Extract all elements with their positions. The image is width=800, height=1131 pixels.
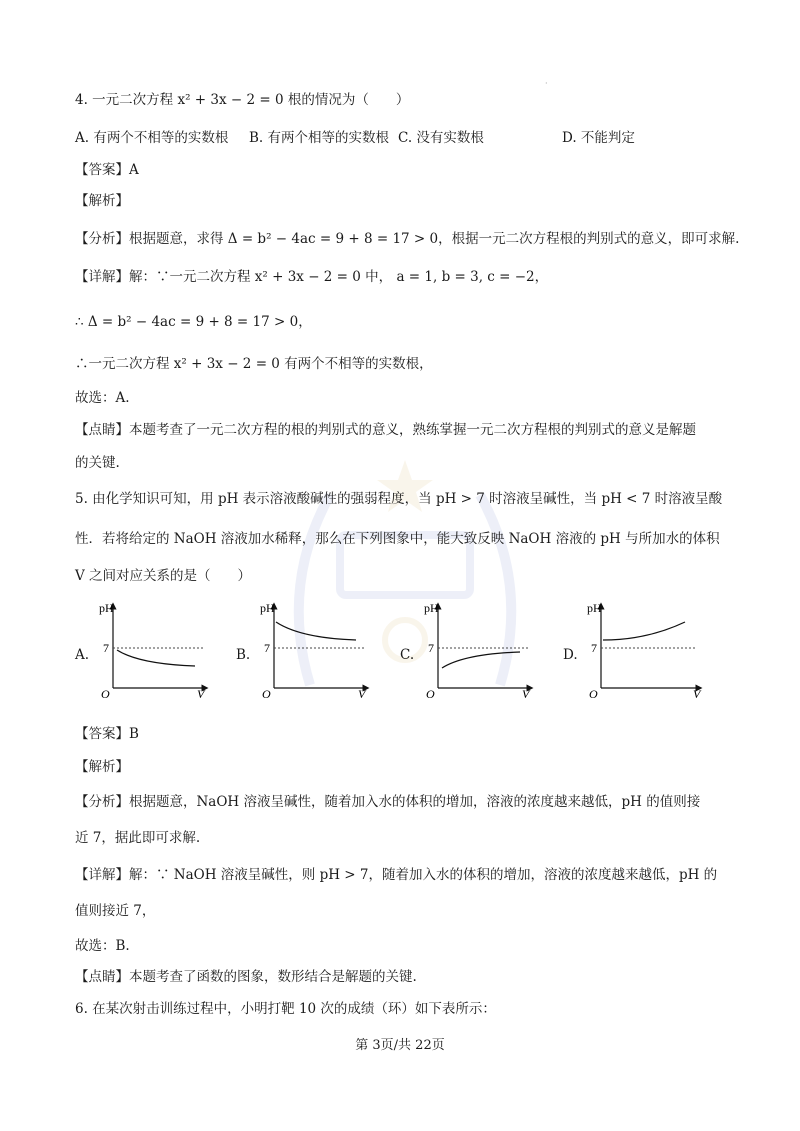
graph-c-curve	[442, 652, 520, 668]
q5-xiangjie-2: 值则接近 7，	[75, 903, 156, 919]
graph-c	[424, 600, 534, 700]
q4-dianjing-2: 的关键.	[75, 455, 120, 471]
graph-d-seven: 7	[591, 641, 597, 655]
graph-d-ylabel: pH	[587, 601, 602, 615]
graph-d	[587, 600, 707, 700]
graph-b-xlabel: V	[358, 687, 366, 700]
graph-d-curve	[603, 622, 685, 640]
q5-answer: 【答案】B	[75, 726, 139, 742]
q4-step2: ∴一元二次方程 x² + 3x − 2 = 0 有两个不相等的实数根，	[75, 356, 433, 372]
q4-jiexi: 【解析】	[75, 193, 129, 209]
q5-jiexi: 【解析】	[75, 759, 129, 775]
graph-b-label: B.	[236, 647, 251, 663]
graph-c-seven: 7	[428, 641, 434, 655]
graph-a-label: A.	[75, 647, 90, 663]
graph-b	[260, 600, 370, 700]
q5-choose: 故选：B.	[75, 938, 130, 954]
graph-c-xlabel: V	[522, 687, 530, 700]
graph-d-origin: O	[589, 687, 598, 700]
page-dot: ·	[545, 79, 548, 88]
graph-a-ylabel: pH	[99, 601, 114, 615]
q4-xiangjie: 【详解】解：∵一元二次方程 x² + 3x − 2 = 0 中， a = 1, b = 3, c = −2，	[75, 269, 549, 285]
q5-stem-3: V 之间对应关系的是（ ）	[75, 568, 252, 584]
graph-a	[99, 600, 209, 700]
graph-c-label: C.	[400, 647, 415, 663]
q5-fenxi-1: 【分析】根据题意，NaOH 溶液呈碱性，随着加入水的体积的增加，溶液的浓度越来越低，pH 的值则接	[75, 794, 701, 810]
q4-option-d: D. 不能判定	[562, 130, 635, 146]
graph-c-origin: O	[426, 687, 435, 700]
graph-b-ylabel: pH	[260, 601, 275, 615]
q4-question: 4. 一元二次方程 x² + 3x − 2 = 0 根的情况为（ ）	[75, 92, 410, 108]
graph-b-seven: 7	[264, 641, 270, 655]
q4-dianjing-1: 【点睛】本题考查了一元二次方程的根的判别式的意义，熟练掌握一元二次方程根的判别式的意义是解题	[75, 422, 696, 438]
graph-a-xlabel: V	[197, 687, 205, 700]
q4-option-b: B. 有两个相等的实数根	[249, 130, 390, 146]
graph-a-curve	[117, 650, 195, 666]
q4-option-c: C. 没有实数根	[398, 130, 484, 146]
graph-b-origin: O	[262, 687, 271, 700]
q4-step1: ∴ Δ = b² − 4ac = 9 + 8 = 17 > 0，	[75, 314, 312, 330]
graph-b-curve	[276, 622, 356, 640]
q4-option-a: A. 有两个不相等的实数根	[75, 130, 229, 146]
q5-dianjing: 【点睛】本题考查了函数的图象，数形结合是解题的关键.	[75, 969, 417, 985]
q5-xiangjie-1: 【详解】解：∵ NaOH 溶液呈碱性，则 pH > 7，随着加入水的体积的增加，溶液的浓度越来越低，pH 的	[75, 867, 718, 883]
page-footer: 第 3页/共 22页	[355, 1038, 445, 1053]
q4-answer: 【答案】A	[75, 162, 139, 178]
graph-a-seven: 7	[103, 641, 109, 655]
q4-fenxi: 【分析】根据题意，求得 Δ = b² − 4ac = 9 + 8 = 17 > 0，根据一元二次方程根的判别式的意义，即可求解.	[75, 231, 740, 247]
q5-stem-1: 5. 由化学知识可知，用 pH 表示溶液酸碱性的强弱程度，当 pH > 7 时溶液呈碱性，当 pH < 7 时溶液呈酸	[75, 491, 723, 507]
graph-a-origin: O	[101, 687, 110, 700]
q4-choose: 故选：A.	[75, 390, 130, 406]
q5-stem-2: 性．若将给定的 NaOH 溶液加水稀释，那么在下列图象中，能大致反映 NaOH 溶液的 pH 与所加水的体积	[75, 531, 720, 547]
q5-fenxi-2: 近 7，据此即可求解.	[75, 830, 201, 846]
graph-c-ylabel: pH	[424, 601, 439, 615]
graph-d-xlabel: V	[693, 687, 701, 700]
q6-stem: 6. 在某次射击训练过程中，小明打靶 10 次的成绩（环）如下表所示：	[75, 1001, 496, 1017]
graph-d-label: D.	[563, 647, 578, 663]
